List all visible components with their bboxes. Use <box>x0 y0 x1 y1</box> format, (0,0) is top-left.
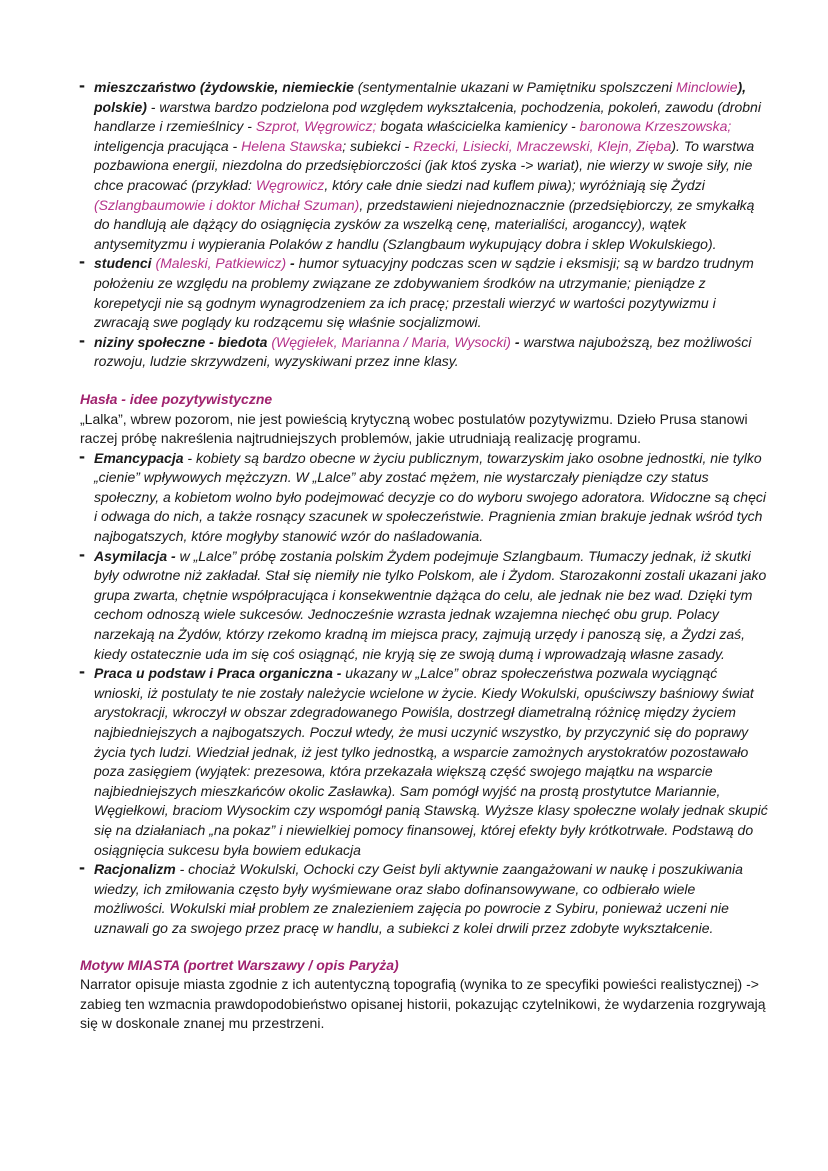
list-item: - Racjonalizm - chociaż Wokulski, Ochocki czy Geist byli aktywnie zaangażowani w naukę i poszukiwania wiedzy, ich zmiłowania często były wyśmiewane oraz słabo dofinansowywane, co odbierało wiele możliwości. Wokulski miał problem ze znalezieniem zajęcia po powrocie z Sybiru, ponieważ uczeni nie uznawali go za swojego przez pracę w handlu, a subiekci z kolei drwili przez zdobyte wykształcenie. <box>80 860 768 938</box>
list-item: - niziny społeczne - biedota (Węgiełek, Marianna / Maria, Wysocki) - warstwa najuboższą, bez możliwości rozwoju, ludzie skrzywdzeni, wyzyskiwani przez inne klasy. <box>80 333 768 372</box>
list-item: - studenci (Maleski, Patkiewicz) - humor sytuacyjny podczas scen w sądzie i eksmisji; są w bardzo trudnym położeniu ze względu na problemy związane ze zdobywaniem środków na utrzymanie; pieniądze z korepetycji nie są godnym wynagrodzeniem za ich pracę; przestali wierzyć w wartości pozytywizmu i zwracają swe poglądy ku rodzącemu się właśnie socjalizmowi. <box>80 254 768 332</box>
spacer <box>80 372 768 390</box>
list-item: - Asymilacja - w „Lalce” próbę zostania polskim Żydem podejmuje Szlangbaum. Tłumaczy jednak, iż skutki były odwrotne niż zakładał. Stał się niemiły nie tylko Polskom, ale i Żydom. Starozakonni zostali ukazani jako grupa zwarta, chętnie współpracująca i konsekwentnie dążąca do celu, ale jednak nie bez wad. Dzięki tym cechom odnoszą wiele sukcesów. Jednocześnie wzrasta jednak wzajemna niechęć obu grup. Polacy narzekają na Żydów, którzy rzekomo kradną im miejsca pracy, zajmują urzędy i panoszą się, a Żydzi zaś, kiedy ostatecznie uda im się coś osiągnąć, nie kryją się ze swoją dumą i wprowadzają własne zasady. <box>80 547 768 665</box>
section-heading: Motyw MIASTA (portret Warszawy / opis Paryża) <box>80 956 399 973</box>
positivist-ideas-list <box>80 449 768 939</box>
section-paragraph: Narrator opisuje miasta zgodnie z ich autentyczną topografią (wynika to ze specyfiki powieści realistycznej) -> zabieg ten wzmacnia prawdopodobieństwo opisanej historii, pokazując czytelnikowi, że wydarzenia rozgrywają się w doskonale znanej mu przestrzeni. <box>80 976 766 1032</box>
list-item: - mieszczaństwo (żydowskie, niemieckie (sentymentalnie ukazani w Pamiętniku spolszczeni Minclowie), polskie) - warstwa bardzo podzielona pod względem wykształcenia, pochodzenia, pokoleń, zawodu (drobni handlarze i rzemieślnicy - Szprot, Węgrowicz; bogata właścicielka kamienicy - baronowa Krzeszowska; inteligencja pracująca - Helena Stawska; subiekci - Rzecki, Lisiecki, Mraczewski, Klejn, Zięba). To warstwa pozbawiona energii, niezdolna do przedsiębiorczości (jak ktoś zyska -> wariat), nie wierzy w swoje siły, nie chce pracować (przykład: Węgrowicz, który całe dnie siedzi nad kuflem piwa); wyróżniają się Żydzi (Szlangbaumowie i doktor Michał Szuman), przedstawieni niejednoznacznie (przedsiębiorczy, ze smykałką do handlują ale dążący do osiągnięcia zysków za wszelką cenę, materialiści, aroganccy), wątek antysemityzmu i wypierania Polaków z handlu (Szlangbaum wykupujący dobra i sklep Wokulskiego). <box>80 78 768 254</box>
section-heading: Hasła - idee pozytywistyczne <box>80 390 273 407</box>
social-groups-list <box>80 78 768 372</box>
section-intro: „Lalka”, wbrew pozorom, nie jest powieścią krytyczną wobec postulatów pozytywizmu. Dzieło Prusa stanowi raczej próbę nakreślenia najtrudniejszych problemów, jakie utrudniają realizację programu. <box>80 410 748 447</box>
list-item: - Emancypacja - kobiety są bardzo obecne w życiu publicznym, towarzyskim jako osobne jednostki, nie tylko „cienie” wpływowych mężczyzn. W „Lalce” aby zostać mężem, nie wystarczały pieniądze czy status społeczny, a kobietom wolno było podejmować decyzje co do wyboru swojego adoratora. Widoczne są chęci i odwaga do nich, a także rosnący szacunek w społeczeństwie. Pragnienia zmian brakuje jednak wśród tych najbogatszych, które mogłyby stanowić wzór do naśladowania. <box>80 449 768 547</box>
spacer <box>80 939 768 956</box>
list-item: - Praca u podstaw i Praca organiczna - ukazany w „Lalce” obraz społeczeństwa pozwala wyciągnąć wnioski, iż postulaty te nie zostały należycie wcielone w życie. Kiedy Wokulski, opuściwszy baśniowy świat arystokracji, wkroczył w obszar zdegradowanego Powiśla, dostrzegł diametralną różnicę między życiem najbiedniejszych a najbogatszych. Poczuł wtedy, że musi uczynić wszystko, by przyczynić się do poprawy życia tych ludzi. Wiedział jednak, iż jest tylko jednostką, a wsparcie zamożnych arystokratów pozostawało poza zasięgiem (wyjątek: prezesowa, która przekazała większą część swojego majątku na wsparcie najbiedniejszych mieszkańców okolic Zasławka). Sam pomógł wyjść na prostą prostytutce Mariannie, Węgiełkowi, braciom Wysockim czy wspomógł panią Stawską. Wyższe klasy społeczne wolały jednak skupić się na działaniach „na pokaz” i niewielkiej pomocy finansowej, której efekty były krótkotrwałe. Podstawą do osiągnięcia sukcesu była bowiem edukacja <box>80 664 768 860</box>
